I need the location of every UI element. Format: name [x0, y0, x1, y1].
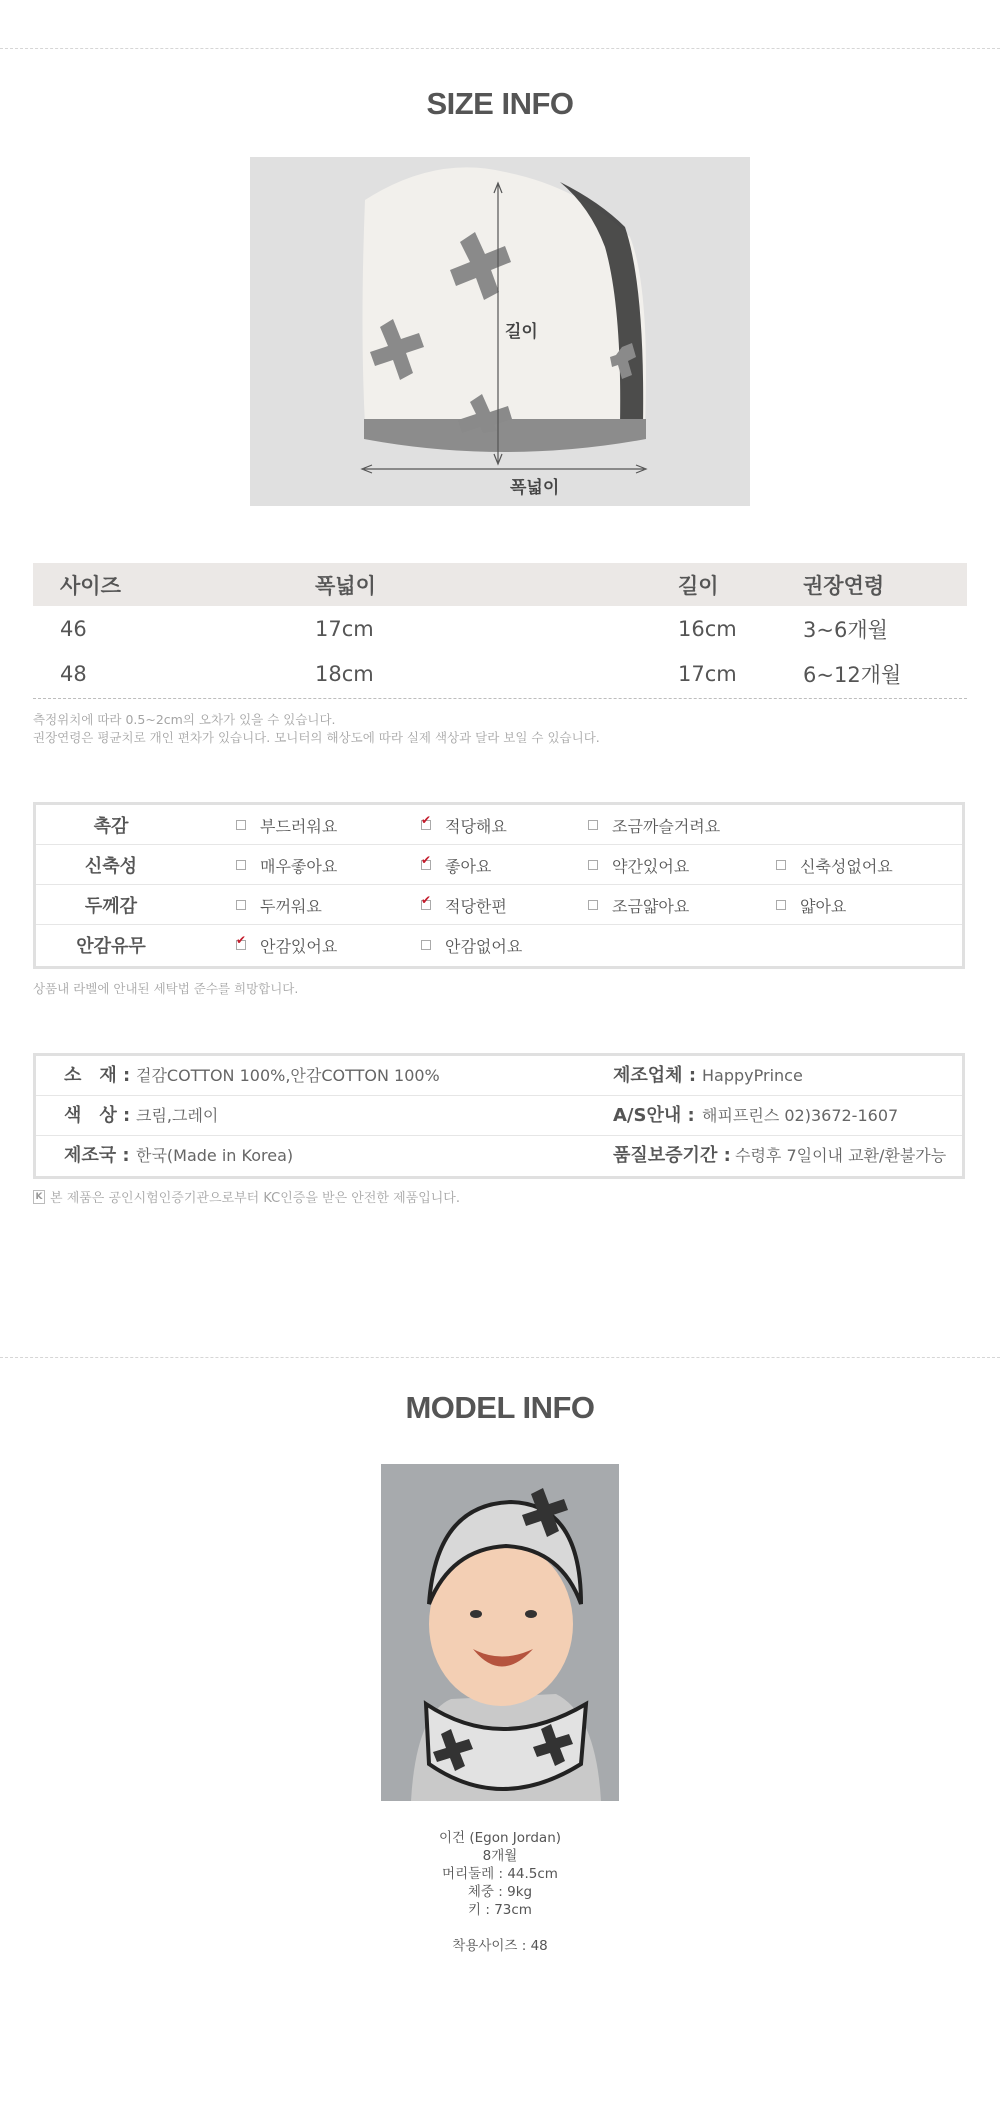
spec-row [36, 1056, 962, 1096]
spec-row [36, 1096, 962, 1136]
laundry-note: 상품내 라벨에 안내된 세탁법 준수를 희망합니다. [33, 981, 299, 996]
hat-illustration [250, 157, 750, 506]
option-label: 안감있어요 [260, 936, 338, 956]
model-photo [381, 1464, 619, 1801]
checkbox-icon [588, 860, 598, 870]
checkbox-icon [776, 860, 786, 870]
option [421, 885, 507, 925]
option [588, 845, 689, 885]
cell-width: 18cm [315, 661, 374, 686]
option [236, 925, 337, 965]
option-label: 약간있어요 [612, 856, 690, 876]
option [776, 885, 846, 925]
origin-label: 제조국 : [64, 1145, 130, 1166]
checkbox-icon [236, 860, 246, 870]
length-label: 길이 [505, 322, 538, 342]
hat-size-diagram [250, 157, 750, 506]
as-label: A/S안내 : [613, 1105, 695, 1126]
table-row [33, 651, 967, 696]
feel-row-thickness [36, 885, 962, 925]
option-label: 두꺼워요 [260, 896, 322, 916]
model-details [0, 1829, 1000, 1919]
cell-age: 3~6개월 [803, 617, 888, 642]
model-wearing-size: 착용사이즈 : 48 [452, 1938, 548, 1954]
kc-certification-note [33, 1187, 460, 1206]
model-divider [0, 1357, 1000, 1358]
checkbox-checked-icon [421, 820, 431, 830]
row-label: 안감유무 [76, 936, 146, 957]
fabric-feel-table [33, 802, 965, 969]
option [421, 925, 522, 965]
checkbox-icon [236, 820, 246, 830]
checkbox-icon [776, 900, 786, 910]
header-size: 사이즈 [60, 573, 121, 598]
cell-size: 46 [60, 616, 87, 641]
size-note-1: 측정위치에 따라 0.5~2cm의 오차가 있을 수 있습니다. [33, 712, 336, 727]
kc-mark-icon: K [33, 1190, 45, 1204]
option-label: 매우좋아요 [260, 856, 338, 876]
feel-row-lining [36, 925, 962, 965]
checkbox-icon [421, 940, 431, 950]
option-label: 적당한편 [445, 896, 507, 916]
option-label: 부드러워요 [260, 816, 338, 836]
model-name: 이건 (Egon Jordan) [438, 1830, 562, 1846]
header-width: 폭넓이 [315, 573, 376, 598]
option [421, 805, 507, 845]
option-label: 조금얇아요 [612, 896, 690, 916]
cell-size: 48 [60, 661, 87, 686]
model-illustration [381, 1464, 619, 1801]
color-label: 색 상 : [64, 1105, 131, 1126]
checkbox-checked-icon [421, 860, 431, 870]
option [421, 845, 491, 885]
header-length: 길이 [678, 573, 719, 598]
cell-length: 16cm [678, 616, 737, 641]
model-head-circumference: 머리둘레 : 44.5cm [442, 1866, 558, 1882]
option [236, 845, 337, 885]
as-value: 해피프린스 02)3672-1607 [702, 1106, 899, 1125]
option [236, 805, 337, 845]
manufacturer-label: 제조업체 : [613, 1065, 697, 1086]
width-label: 폭넓이 [510, 478, 560, 498]
size-table-bottom-line [33, 698, 967, 699]
option [236, 885, 322, 925]
size-table [33, 563, 967, 699]
option-label: 얇아요 [800, 896, 847, 916]
model-age: 8개월 [482, 1848, 518, 1864]
option [776, 845, 893, 885]
checkbox-checked-icon [421, 900, 431, 910]
size-note-2: 권장연령은 평균치로 개인 편차가 있습니다. 모니터의 해상도에 따라 실제 색상과 달라 보일 수 있습니다. [33, 730, 600, 745]
option [588, 805, 720, 845]
cell-width: 17cm [315, 616, 374, 641]
checkbox-icon [236, 900, 246, 910]
warranty-value: 수령후 7일이내 교환/환불가능 [735, 1146, 947, 1165]
material-label: 소 재 : [64, 1065, 131, 1086]
kc-note-text: 본 제품은 공인시험인증기관으로부터 KC인증을 받은 안전한 제품입니다. [50, 1191, 460, 1206]
warranty-label: 품질보증기간 : [613, 1145, 731, 1166]
checkbox-checked-icon [236, 940, 246, 950]
product-spec-table [33, 1053, 965, 1179]
option-label: 안감없어요 [445, 936, 523, 956]
spec-row [36, 1136, 962, 1176]
option-label: 적당해요 [445, 816, 507, 836]
checkbox-icon [588, 820, 598, 830]
row-label: 신축성 [84, 855, 138, 877]
top-divider [0, 48, 1000, 49]
header-age: 권장연령 [803, 573, 885, 598]
cell-age: 6~12개월 [803, 662, 902, 687]
row-label: 두께감 [84, 895, 138, 917]
manufacturer-value: HappyPrince [702, 1066, 803, 1085]
model-info-title: MODEL INFO [405, 1390, 595, 1425]
feel-row-texture [36, 805, 962, 845]
option-label: 조금까슬거려요 [612, 816, 721, 836]
size-info-title: SIZE INFO [426, 86, 574, 121]
row-label: 촉감 [93, 815, 129, 837]
cell-length: 17cm [678, 661, 737, 686]
model-weight: 체중 : 9kg [467, 1884, 533, 1900]
checkbox-icon [588, 900, 598, 910]
size-table-header [33, 563, 967, 606]
feel-row-stretch [36, 845, 962, 885]
option [588, 885, 689, 925]
origin-value: 한국(Made in Korea) [136, 1146, 294, 1165]
model-height: 키 : 73cm [468, 1902, 532, 1918]
material-value: 겉감COTTON 100%,안감COTTON 100% [136, 1066, 440, 1085]
option-label: 신축성없어요 [800, 856, 893, 876]
color-value: 크림,그레이 [136, 1106, 219, 1125]
option-label: 좋아요 [445, 856, 492, 876]
table-row [33, 606, 967, 651]
